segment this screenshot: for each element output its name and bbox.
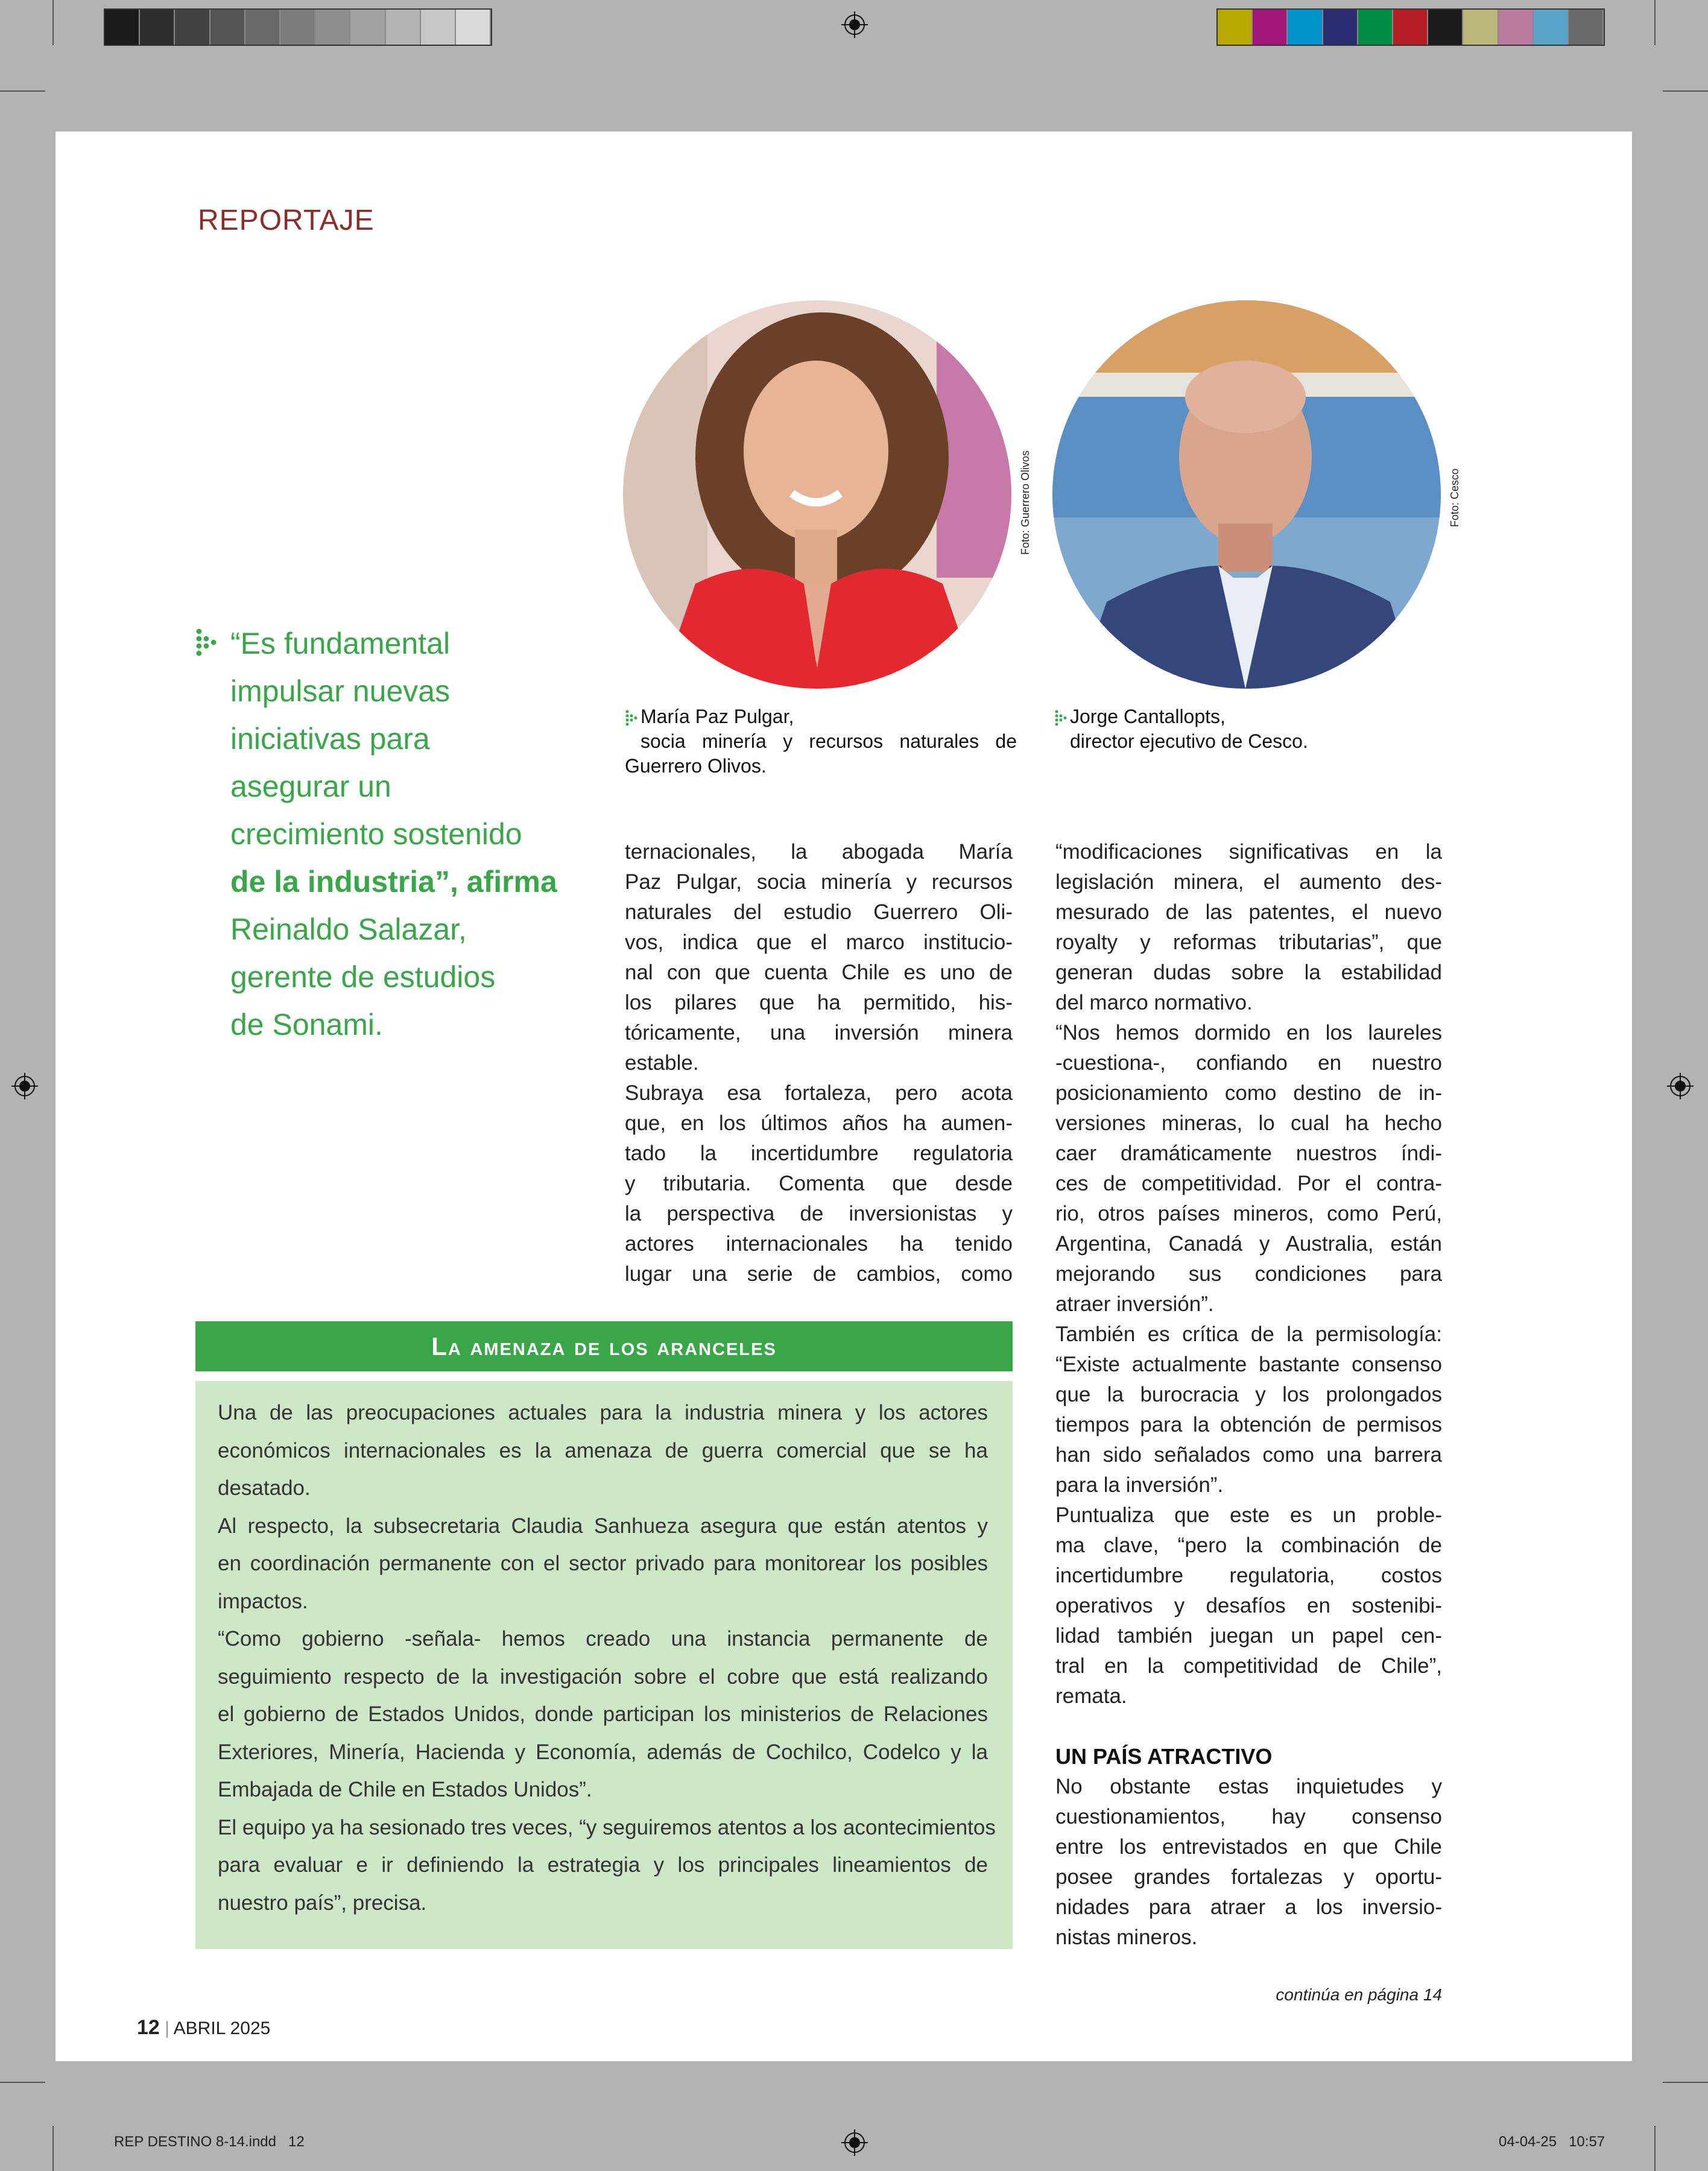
quote-line: “Es fundamental [230,627,451,660]
text-line: para la inversión”. [1055,1473,1224,1497]
text-line: incertidumbre regulatoria, costos [1055,1564,1442,1587]
text-line: los pilares que ha permitido, his- [625,991,1013,1014]
footer-separator: | [165,2018,169,2038]
text-line: Una de las preocupaciones actuales para la industria minera y los actores [218,1401,988,1424]
text-line: versiones mineras, lo cual ha hecho [1055,1111,1442,1135]
registration-mark-icon [1667,1073,1694,1099]
text-line: remata. [1055,1684,1127,1708]
text-line: mesurado de las patentes, el nuevo [1055,900,1442,924]
text-line: tóricamente, una inversión minera [625,1021,1013,1044]
text-line: “modificaciones significativas en la [1055,840,1442,864]
caption-role: director ejecutivo de Cesco. [1070,730,1308,752]
color-swatch [1218,10,1253,45]
color-swatch [1499,10,1534,45]
quote-line: iniciativas para [230,722,430,756]
caption-name: Jorge Cantallopts, [1070,706,1226,727]
text-line: para evaluar e ir definiendo la estrategia y los principales lineamientos de [218,1853,988,1877]
text-line: generan dudas sobre la estabilidad [1055,961,1442,984]
spacer [1055,1711,1442,1742]
text-line: tral en la competitividad de Chile”, [1055,1654,1442,1678]
text-line: operativos y desafíos en sostenibi- [1055,1594,1442,1617]
crop-mark [52,2126,54,2171]
color-swatch [386,10,421,45]
photo-jorge-cantallopts [1052,300,1441,689]
text-line: atraer inversión”. [1055,1292,1214,1316]
text-line: caer dramáticamente nuestros índi- [1055,1142,1442,1165]
text-line: desatado. [218,1476,311,1500]
text-line: impactos. [218,1589,308,1613]
page-footer [137,2016,270,2040]
text-line: la perspectiva de inversionistas y [625,1202,1013,1225]
crop-mark [0,90,45,92]
text-line: Subraya esa fortaleza, pero acota [625,1081,1013,1105]
text-line: legislación minera, el aumento des- [1055,870,1442,894]
crop-mark [52,0,54,45]
text-line: en coordinación permanente con el sector privado para monitorear los posibles [218,1552,988,1575]
color-swatch [280,10,315,45]
color-swatch [1393,10,1428,45]
color-swatch [456,10,491,45]
photo-maria-paz-pulgar [623,300,1011,689]
crop-mark [1654,2126,1656,2171]
text-line: Embajada de Chile en Estados Unidos”. [218,1778,592,1801]
text-line: No obstante estas inquietudes y [1055,1775,1442,1798]
caption-name: María Paz Pulgar, [640,706,794,727]
photo-credit: Foto: Cesco [1449,468,1461,527]
color-swatch [1569,10,1604,45]
text-line: del marco normativo. [1055,991,1253,1014]
crop-mark [1663,2082,1708,2083]
color-swatch [1358,10,1393,45]
photo-caption [625,704,1017,779]
text-line: -cuestiona-, confiando en nuestro [1055,1051,1442,1075]
color-swatch [105,10,140,45]
subheading: UN PAÍS ATRACTIVO [1055,1744,1273,1769]
text-line: actores internacionales ha tenido [625,1232,1013,1256]
color-swatch [421,10,456,45]
color-swatch [1323,10,1358,45]
color-swatch [245,10,280,45]
caption-role: socia minería y recursos naturales de [640,730,1017,752]
text-line: cuestionamientos, hay consenso [1055,1805,1442,1828]
article-column-left [625,837,1013,1289]
text-line: “Existe actualmente bastante consenso [1055,1353,1442,1376]
gray-color-bar [104,8,492,46]
pull-quote [230,620,557,1049]
sidebar-title: La amenaza de los aranceles [195,1321,1013,1371]
text-line: royalty y reformas tributarias”, que [1055,931,1442,954]
text-line: El equipo ya ha sesionado tres veces, “y seguiremos atentos a los acontecimientos [218,1815,996,1839]
text-line: económicos internacionales es la amenaza de guerra comercial que se ha [218,1438,988,1462]
quote-line: asegurar un [230,769,391,803]
color-swatch [210,10,245,45]
registration-mark-icon [11,1073,38,1099]
text-line: Paz Pulgar, socia minería y recursos [625,870,1013,894]
text-line: Al respecto, la subsecretaria Claudia Sanhueza asegura que están atentos y [218,1514,988,1538]
slug-date: 04-04-25 10:57 [1499,2134,1605,2150]
text-line: lugar una serie de cambios, como [625,1262,1013,1286]
continued-note: continúa en página 14 [1276,1985,1442,2004]
text-line: “Nos hemos dormido en los laureles [1055,1021,1442,1044]
crop-mark [1654,0,1656,45]
quote-line: crecimiento sostenido [230,817,522,851]
color-swatch [350,10,385,45]
article-column-right [1055,837,1442,1953]
quote-attribution: gerente de estudios [230,960,496,994]
text-line: entre los entrevistados en que Chile [1055,1835,1442,1859]
text-line: “Como gobierno -señala- hemos creado una instancia permanente de [218,1627,988,1651]
photo-credit: Foto: Guerrero Olivos [1019,450,1031,555]
text-line: tiempos para la obtención de permisos [1055,1413,1442,1436]
slug-filename: REP DESTINO 8-14.indd 12 [114,2134,305,2150]
issue-date: ABRIL 2025 [173,2018,271,2038]
text-line: lidad también juegan un papel cen- [1055,1624,1442,1648]
color-swatch [1288,10,1323,45]
text-line: mejorando sus condiciones para [1055,1262,1442,1286]
text-line: han sido señalados como una barrera [1055,1443,1442,1467]
text-line: posee grandes fortalezas y oportu- [1055,1865,1442,1889]
text-line: ces de competitividad. Por el contra- [1055,1172,1442,1195]
text-line: rio, otros países mineros, como Perú, [1055,1202,1442,1225]
text-line: Exteriores, Minería, Hacienda y Economía, además de Cochilco, Codelco y la [218,1740,988,1764]
text-line: nuestro país”, precisa. [218,1891,427,1915]
registration-mark-icon [841,2129,868,2156]
text-line: seguimiento respecto de la investigación sobre el cobre que está realizando [218,1664,988,1689]
color-swatch [315,10,350,45]
section-label: REPORTAJE [198,204,375,236]
text-line: nistas mineros. [1055,1926,1198,1949]
text-line: que la burocracia y los prolongados [1055,1383,1442,1406]
text-line: que, en los últimos años ha aumen- [625,1111,1013,1135]
text-line: y tributaria. Comenta que desde [625,1172,1013,1195]
sidebar-text [218,1394,996,1922]
text-line: nal con que cuenta Chile es uno de [625,961,1013,984]
page-number: 12 [137,2016,160,2039]
text-line: nidades para atraer a los inversio- [1055,1895,1442,1919]
color-swatch [175,10,210,45]
color-swatch [1253,10,1288,45]
photo-caption [1054,704,1446,754]
caption-role: Guerrero Olivos. [625,755,767,777]
bullet-dots-icon [194,627,218,659]
text-line: Puntualiza que este es un proble- [1055,1503,1442,1527]
text-line: el gobierno de Estados Unidos, donde participan los ministerios de Relaciones [218,1702,988,1726]
color-swatch [140,10,175,45]
quote-attribution: de Sonami. [230,1008,383,1041]
text-line: vos, indica que el marco institucio- [625,931,1013,954]
bullet-dots-icon [1054,709,1068,727]
crop-mark [1663,90,1708,92]
text-line: ternacionales, la abogada María [625,840,1013,864]
text-line: tado la incertidumbre regulatoria [625,1142,1013,1165]
color-swatch [1534,10,1569,45]
text-line: estable. [625,1051,699,1075]
crop-mark [0,2082,45,2083]
bullet-dots-icon [625,709,638,727]
text-line: También es crítica de la permisología: [1055,1323,1442,1346]
color-swatch [1463,10,1498,45]
process-color-bar [1216,8,1605,46]
quote-attribution: Reinaldo Salazar, [230,912,467,946]
color-swatch [1428,10,1463,45]
registration-mark-icon [841,11,868,38]
quote-line: de la industria”, afirma [230,865,557,899]
quote-line: impulsar nuevas [230,674,451,708]
text-line: posicionamiento como destino de in- [1055,1081,1442,1105]
text-line: ma clave, “pero la combinación de [1055,1534,1442,1557]
text-line: Argentina, Canadá y Australia, están [1055,1232,1442,1256]
text-line: naturales del estudio Guerrero Oli- [625,900,1013,924]
